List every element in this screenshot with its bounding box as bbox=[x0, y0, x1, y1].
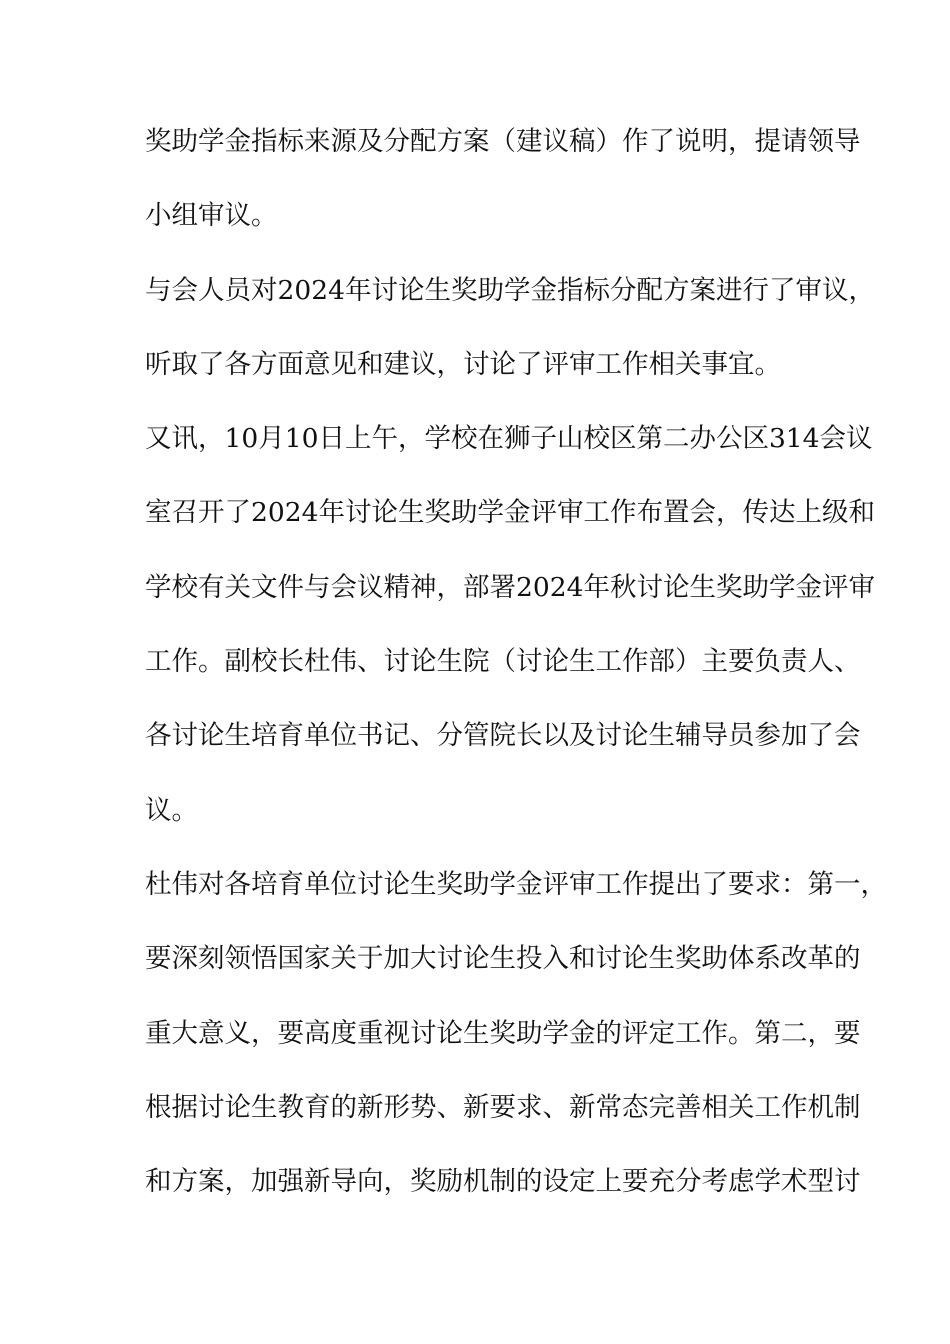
text-line: 要深刻领悟国家关于加大讨论生投入和讨论生奖助体系改革的 bbox=[145, 943, 861, 975]
text-line: 和方案，加强新导向，奖励机制的设定上要充分考虑学术型讨 bbox=[145, 1166, 861, 1198]
text-line: 奖助学金指标来源及分配方案（建议稿）作了说明，提请领导 bbox=[145, 126, 861, 157]
body-text bbox=[145, 126, 887, 1242]
text-line: 各讨论生培育单位书记、分管院长以及讨论生辅导员参加了会 bbox=[145, 720, 861, 752]
text-line: 又讯，10月10日上午，学校在狮子山校区第二办公区314会议 bbox=[145, 423, 873, 455]
text-line: 根据讨论生教育的新形势、新要求、新常态完善相关工作机制 bbox=[145, 1091, 861, 1123]
text-line: 杜伟对各培育单位讨论生奖助学金评审工作提出了要求：第一， bbox=[145, 868, 887, 900]
text-line: 工作。副校长杜伟、讨论生院（讨论生工作部）主要负责人、 bbox=[145, 646, 861, 678]
text-line: 与会人员对2024年讨论生奖助学金指标分配方案进行了审议， bbox=[145, 274, 875, 306]
text-line: 室召开了2024年讨论生奖助学金评审工作布置会，传达上级和 bbox=[145, 497, 875, 529]
text-line: 议。 bbox=[145, 794, 198, 826]
text-line: 小组审议。 bbox=[145, 200, 278, 232]
text-line: 学校有关文件与会议精神，部署2024年秋讨论生奖助学金评审 bbox=[145, 571, 875, 603]
text-line: 听取了各方面意见和建议，讨论了评审工作相关事宜。 bbox=[145, 348, 781, 380]
text-line: 重大意义，要高度重视讨论生奖助学金的评定工作。第二，要 bbox=[145, 1017, 861, 1049]
